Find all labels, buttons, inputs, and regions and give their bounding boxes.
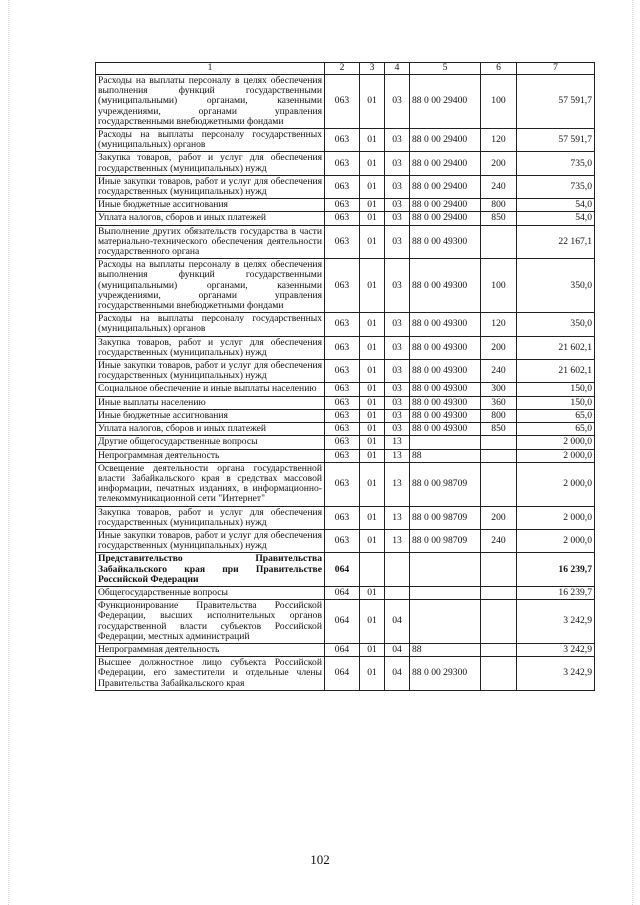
- expense-name: Иные закупки товаров, работ и услуг для обеспечения государственных (муниципальных) нужд: [96, 175, 325, 198]
- amount-value: 350,0: [517, 313, 595, 336]
- grbs-code: 063: [325, 462, 360, 506]
- section-code: 01: [360, 129, 385, 152]
- subsection-code: 04: [385, 657, 410, 691]
- expense-name: Расходы на выплаты персоналу в целях обеспечения выполнения функций государственными (муниципальными) органами, казенными учреждениями, органами управления государственными внебюджетными фондами: [96, 259, 325, 313]
- subsection-code: 13: [385, 506, 410, 529]
- section-code: 01: [360, 75, 385, 129]
- grbs-code: 063: [325, 436, 360, 449]
- subsection-code: 13: [385, 462, 410, 506]
- expense-type-code: [481, 436, 517, 449]
- table-row: [96, 383, 595, 396]
- expense-name: Иные закупки товаров, работ и услуг для обеспечения государственных (муниципальных) нужд: [96, 529, 325, 552]
- subsection-code: 03: [385, 212, 410, 225]
- expense-type-code: 800: [481, 199, 517, 212]
- grbs-code: 063: [325, 313, 360, 336]
- subsection-code: [385, 553, 410, 587]
- expense-type-code: [481, 657, 517, 691]
- subsection-code: 03: [385, 259, 410, 313]
- amount-value: 2 000,0: [517, 462, 595, 506]
- expense-name: Закупка товаров, работ и услуг для обеспечения государственных (муниципальных) нужд: [96, 506, 325, 529]
- section-code: 01: [360, 396, 385, 409]
- target-article-code: 88: [410, 449, 481, 462]
- amount-value: 57 591,7: [517, 75, 595, 129]
- grbs-code: 063: [325, 212, 360, 225]
- table-row: [96, 360, 595, 383]
- subsection-code: 13: [385, 449, 410, 462]
- amount-value: 16 239,7: [517, 586, 595, 599]
- column-header: 1: [96, 63, 325, 75]
- amount-value: 3 242,9: [517, 600, 595, 644]
- amount-value: 16 239,7: [517, 553, 595, 587]
- expense-name: Социальное обеспечение и иные выплаты населению: [96, 383, 325, 396]
- table-row: [96, 75, 595, 129]
- expense-type-code: [481, 449, 517, 462]
- target-article-code: 88 0 00 98709: [410, 529, 481, 552]
- grbs-code: 063: [325, 75, 360, 129]
- grbs-code: 063: [325, 409, 360, 422]
- target-article-code: 88 0 00 49300: [410, 423, 481, 436]
- expense-name: Выполнение других обязательств государства в части материально-технического обеспечения деятельности государственного органа: [96, 225, 325, 259]
- table-row: [96, 152, 595, 175]
- expense-name: Иные бюджетные ассигнования: [96, 409, 325, 422]
- expense-type-code: 240: [481, 360, 517, 383]
- target-article-code: 88 0 00 49300: [410, 336, 481, 359]
- section-code: 01: [360, 360, 385, 383]
- amount-value: 3 242,9: [517, 657, 595, 691]
- grbs-code: 063: [325, 506, 360, 529]
- section-code: 01: [360, 423, 385, 436]
- expense-type-code: 850: [481, 423, 517, 436]
- target-article-code: 88 0 00 98709: [410, 462, 481, 506]
- target-article-code: 88 0 00 49300: [410, 360, 481, 383]
- subsection-code: 13: [385, 436, 410, 449]
- target-article-code: 88 0 00 29400: [410, 212, 481, 225]
- column-header: 6: [481, 63, 517, 75]
- amount-value: 54,0: [517, 212, 595, 225]
- grbs-code: 063: [325, 175, 360, 198]
- expense-type-code: 800: [481, 409, 517, 422]
- table-row: [96, 529, 595, 552]
- expense-name: Иные закупки товаров, работ и услуг для обеспечения государственных (муниципальных) нужд: [96, 360, 325, 383]
- target-article-code: [410, 436, 481, 449]
- expense-name: Закупка товаров, работ и услуг для обеспечения государственных (муниципальных) нужд: [96, 336, 325, 359]
- budget-table: [95, 62, 595, 691]
- subsection-code: 03: [385, 409, 410, 422]
- target-article-code: 88: [410, 643, 481, 656]
- expense-name: Высшее должностное лицо субъекта Российской Федерации, его заместители и отдельные члены Правительства Забайкальского края: [96, 657, 325, 691]
- subsection-code: 03: [385, 225, 410, 259]
- table-row: [96, 643, 595, 656]
- amount-value: 54,0: [517, 199, 595, 212]
- table-row: [96, 600, 595, 644]
- grbs-code: 064: [325, 657, 360, 691]
- expense-type-code: [481, 225, 517, 259]
- grbs-code: 063: [325, 259, 360, 313]
- expense-type-code: 120: [481, 313, 517, 336]
- amount-value: 22 167,1: [517, 225, 595, 259]
- table-row: [96, 129, 595, 152]
- subsection-code: 13: [385, 529, 410, 552]
- section-code: 01: [360, 449, 385, 462]
- amount-value: 21 602,1: [517, 360, 595, 383]
- amount-value: 65,0: [517, 423, 595, 436]
- table-row: [96, 259, 595, 313]
- expense-name: Уплата налогов, сборов и иных платежей: [96, 423, 325, 436]
- expense-name: Расходы на выплаты персоналу государственных (муниципальных) органов: [96, 313, 325, 336]
- target-article-code: [410, 553, 481, 587]
- grbs-code: 063: [325, 225, 360, 259]
- page-number: 102: [310, 852, 330, 867]
- section-code: 01: [360, 657, 385, 691]
- expense-type-code: 200: [481, 152, 517, 175]
- section-code: 01: [360, 225, 385, 259]
- amount-value: 350,0: [517, 259, 595, 313]
- section-code: 01: [360, 313, 385, 336]
- expense-type-code: 100: [481, 259, 517, 313]
- section-code: 01: [360, 152, 385, 175]
- grbs-code: 063: [325, 129, 360, 152]
- subsection-code: 03: [385, 336, 410, 359]
- section-code: 01: [360, 506, 385, 529]
- target-article-code: 88 0 00 29300: [410, 657, 481, 691]
- grbs-code: 064: [325, 553, 360, 587]
- subsection-code: 03: [385, 199, 410, 212]
- section-code: 01: [360, 212, 385, 225]
- amount-value: 735,0: [517, 175, 595, 198]
- target-article-code: 88 0 00 49300: [410, 396, 481, 409]
- expense-name: Закупка товаров, работ и услуг для обеспечения государственных (муниципальных) нужд: [96, 152, 325, 175]
- subsection-code: 03: [385, 129, 410, 152]
- table-row: [96, 462, 595, 506]
- expense-name: Представительство Правительства Забайкальского края при Правительстве Российской Федерации: [96, 553, 325, 587]
- amount-value: 3 242,9: [517, 643, 595, 656]
- subsection-code: 03: [385, 396, 410, 409]
- grbs-code: 063: [325, 336, 360, 359]
- section-code: 01: [360, 436, 385, 449]
- expense-type-code: [481, 600, 517, 644]
- budget-table-container: [95, 62, 594, 691]
- expense-name: Непрограммная деятельность: [96, 643, 325, 656]
- amount-value: 2 000,0: [517, 529, 595, 552]
- grbs-code: 063: [325, 449, 360, 462]
- section-code: 01: [360, 643, 385, 656]
- subsection-code: 03: [385, 383, 410, 396]
- expense-name: Иные бюджетные ассигнования: [96, 199, 325, 212]
- target-article-code: [410, 586, 481, 599]
- subsection-code: 04: [385, 600, 410, 644]
- section-code: 01: [360, 259, 385, 313]
- table-row: [96, 199, 595, 212]
- amount-value: 735,0: [517, 152, 595, 175]
- section-code: 01: [360, 336, 385, 359]
- grbs-code: 063: [325, 396, 360, 409]
- expense-type-code: 360: [481, 396, 517, 409]
- expense-type-code: [481, 643, 517, 656]
- subsection-code: [385, 586, 410, 599]
- target-article-code: 88 0 00 49300: [410, 259, 481, 313]
- grbs-code: 063: [325, 152, 360, 175]
- target-article-code: [410, 600, 481, 644]
- target-article-code: 88 0 00 98709: [410, 506, 481, 529]
- expense-name: Освещение деятельности органа государственной власти Забайкальского края в средствах массовой информации, печатных изданиях, в информационно-телекоммуникационной сети "Интернет": [96, 462, 325, 506]
- expense-name: Расходы на выплаты персоналу в целях обеспечения выполнения функций государственными (муниципальными) органами, казенными учреждениями, органами управления государственными внебюджетными фондами: [96, 75, 325, 129]
- expense-type-code: [481, 553, 517, 587]
- target-article-code: 88 0 00 29400: [410, 175, 481, 198]
- subsection-code: 03: [385, 175, 410, 198]
- column-header: 7: [517, 63, 595, 75]
- expense-name: Иные выплаты населению: [96, 396, 325, 409]
- amount-value: 57 591,7: [517, 129, 595, 152]
- grbs-code: 063: [325, 199, 360, 212]
- expense-name: Расходы на выплаты персоналу государственных (муниципальных) органов: [96, 129, 325, 152]
- expense-name: Непрограммная деятельность: [96, 449, 325, 462]
- section-code: 01: [360, 383, 385, 396]
- expense-name: Уплата налогов, сборов и иных платежей: [96, 212, 325, 225]
- table-row: [96, 423, 595, 436]
- amount-value: 2 000,0: [517, 436, 595, 449]
- amount-value: 2 000,0: [517, 506, 595, 529]
- expense-type-code: 240: [481, 175, 517, 198]
- amount-value: 21 602,1: [517, 336, 595, 359]
- expense-type-code: 200: [481, 336, 517, 359]
- target-article-code: 88 0 00 29400: [410, 199, 481, 212]
- column-header: 3: [360, 63, 385, 75]
- subsection-code: 03: [385, 360, 410, 383]
- table-row: [96, 449, 595, 462]
- expense-name: Функционирование Правительства Российской Федерации, высших исполнительных органов государственной власти субъектов Российской Федерации, местных администраций: [96, 600, 325, 644]
- amount-value: 150,0: [517, 383, 595, 396]
- table-row: [96, 586, 595, 599]
- target-article-code: 88 0 00 49300: [410, 313, 481, 336]
- expense-name: Общегосударственные вопросы: [96, 586, 325, 599]
- grbs-code: 063: [325, 423, 360, 436]
- grbs-code: 063: [325, 529, 360, 552]
- subsection-code: 03: [385, 75, 410, 129]
- subsection-code: 03: [385, 423, 410, 436]
- table-header-row: [96, 63, 595, 75]
- expense-name: Другие общегосударственные вопросы: [96, 436, 325, 449]
- expense-type-code: 850: [481, 212, 517, 225]
- section-code: 01: [360, 529, 385, 552]
- section-code: 01: [360, 600, 385, 644]
- expense-type-code: 120: [481, 129, 517, 152]
- table-row: [96, 436, 595, 449]
- table-row-department: [96, 553, 595, 587]
- column-header: 4: [385, 63, 410, 75]
- grbs-code: 064: [325, 643, 360, 656]
- expense-type-code: 200: [481, 506, 517, 529]
- section-code: [360, 553, 385, 587]
- target-article-code: 88 0 00 49300: [410, 383, 481, 396]
- scan-edge-right: [632, 0, 633, 905]
- subsection-code: 03: [385, 152, 410, 175]
- expense-type-code: 240: [481, 529, 517, 552]
- table-row: [96, 225, 595, 259]
- table-row: [96, 396, 595, 409]
- table-row: [96, 409, 595, 422]
- target-article-code: 88 0 00 49300: [410, 409, 481, 422]
- scan-edge-left: [8, 0, 9, 905]
- expense-type-code: 300: [481, 383, 517, 396]
- section-code: 01: [360, 586, 385, 599]
- amount-value: 150,0: [517, 396, 595, 409]
- expense-type-code: [481, 462, 517, 506]
- table-row: [96, 175, 595, 198]
- target-article-code: 88 0 00 29400: [410, 129, 481, 152]
- column-header: 5: [410, 63, 481, 75]
- grbs-code: 063: [325, 360, 360, 383]
- table-row: [96, 212, 595, 225]
- target-article-code: 88 0 00 29400: [410, 152, 481, 175]
- section-code: 01: [360, 175, 385, 198]
- section-code: 01: [360, 199, 385, 212]
- target-article-code: 88 0 00 29400: [410, 75, 481, 129]
- subsection-code: 04: [385, 643, 410, 656]
- amount-value: 2 000,0: [517, 449, 595, 462]
- grbs-code: 064: [325, 600, 360, 644]
- expense-type-code: [481, 586, 517, 599]
- table-row: [96, 313, 595, 336]
- grbs-code: 064: [325, 586, 360, 599]
- subsection-code: 03: [385, 313, 410, 336]
- target-article-code: 88 0 00 49300: [410, 225, 481, 259]
- grbs-code: 063: [325, 383, 360, 396]
- column-header: 2: [325, 63, 360, 75]
- table-row: [96, 506, 595, 529]
- section-code: 01: [360, 409, 385, 422]
- table-row: [96, 657, 595, 691]
- section-code: 01: [360, 462, 385, 506]
- amount-value: 65,0: [517, 409, 595, 422]
- table-row: [96, 336, 595, 359]
- expense-type-code: 100: [481, 75, 517, 129]
